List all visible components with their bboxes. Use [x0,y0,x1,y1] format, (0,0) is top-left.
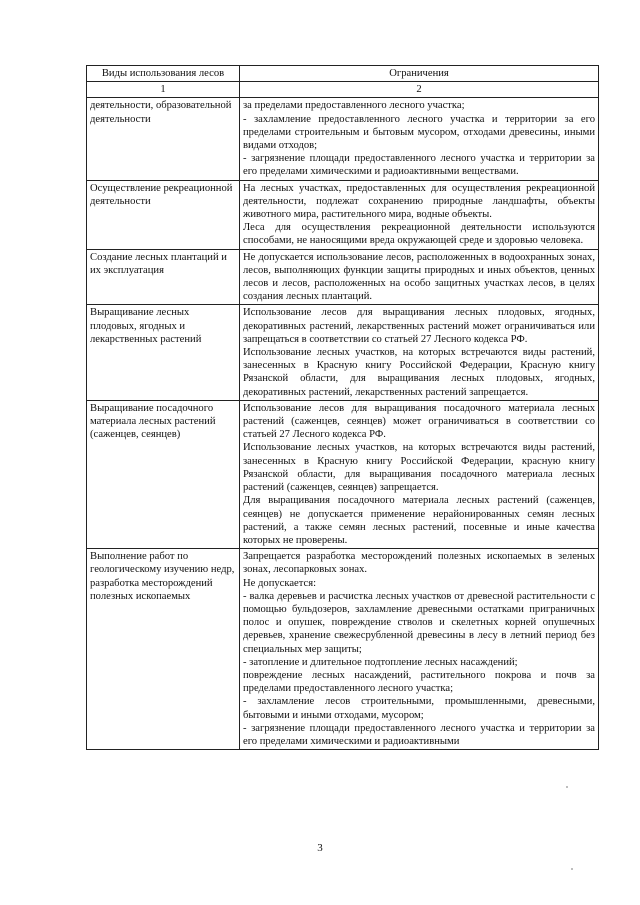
restriction-paragraph: Использование лесных участков, на которых встречаются виды растений, занесенных в Красную книгу Российской Федерации, красную книгу Рязанской области, для выращивания посадочного материала лесных растений (саженцев, сеянцев) запрещается. [243,442,595,494]
restriction-paragraph: за пределами предоставленного лесного участка; [243,100,465,112]
table-row [87,98,599,180]
restriction-paragraph: Использование лесов для выращивания лесных плодовых, ягодных, декоративных растений, лекарственных растений может ограничиваться или запрещаться в соответствии со статьей 27 Лесного кодекса РФ. [243,307,595,345]
header-forest-use-types: Виды использования лесов [87,66,240,82]
restrictions-cell [240,98,599,180]
scan-artifact [571,868,573,870]
restriction-paragraph: Для выращивания посадочного материала лесных растений (саженцев, сеянцев) не допускается применение нерайонированных семян лесных растений, а также семян лесных растений, посевные и иные качества которых не проверены. [243,495,595,546]
column-number-2: 2 [240,82,599,98]
table-row [87,249,599,305]
restriction-paragraph: - загрязнение площади предоставленного лесного участка и территории за его пределами химическими и радиоактивными [243,722,595,747]
restriction-paragraph: Не допускается: [243,577,317,589]
table-header-row [87,66,599,82]
restriction-paragraph: Запрещается разработка месторождений полезных ископаемых в зеленых зонах, лесопарковых зонах. [243,551,595,576]
restriction-paragraph: Использование лесных участков, на которых встречаются виды растений, занесенных в Красную книгу Российской Федерации, Красную книгу Рязанской области, для выращивания лесных плодовых, ягодных, декоративных растений, лекарственных растений запрещается. [243,347,595,398]
restriction-paragraph: - загрязнение площади предоставленного лесного участка и территории за его пределами химическими и радиоактивными веществами. [243,153,595,178]
page-number: 3 [317,842,323,854]
restriction-paragraph: повреждение лесных насаждений, растительного покрова и почв за пределами предоставленного лесного участка; [243,669,595,695]
forest-use-type-cell: Создание лесных плантаций и их эксплуатация [87,249,240,305]
table-row [87,400,599,548]
scan-artifact [566,786,568,788]
restriction-paragraph: - затопление и длительное подтопление лесных насаждений; [243,656,518,668]
restrictions-cell [240,305,599,400]
restriction-paragraph: - валка деревьев и расчистка лесных участков от древесной растительности с помощью бульдозеров, захламление древесными остатками приграничных полос и опушек, повреждение стволов и скелетных корней опушечных деревьев, хранение свежесрубленной древесины в лесу в летний период без специальных мер защиты; [243,590,595,655]
forest-use-type-cell: Выращивание посадочного материала лесных растений (саженцев, сеянцев) [87,400,240,548]
restrictions-table [86,65,599,750]
table-row [87,180,599,249]
column-number-1: 1 [87,82,240,98]
restriction-paragraph: Не допускается использование лесов, расположенных в водоохранных зонах, лесов, выполняющих функции защиты природных и иных объектов, ценных лесов и лесов, расположенных на особо защитных участках лесов, в целях создания лесных плантаций. [243,251,595,303]
table-row [87,549,599,750]
restrictions-cell [240,549,599,750]
forest-use-type-cell: Выращивание лесных плодовых, ягодных и лекарственных растений [87,305,240,400]
restriction-paragraph: - захламление лесов строительными, промышленными, древесными, бытовыми и иными отходами, мусором; [243,696,595,721]
restriction-paragraph: Использование лесов для выращивания посадочного материала лесных растений (саженцев, сеянцев) может ограничиваться в соответствии со статьей 27 Лесного кодекса РФ. [243,402,595,441]
restriction-paragraph: Леса для осуществления рекреационной деятельности используются способами, не наносящими вреда окружающей среде и здоровью человека. [243,222,595,247]
table-row [87,305,599,400]
column-number-row [87,82,599,98]
forest-use-type-cell: Выполнение работ по геологическому изучению недр, разработка месторождений полезных ископаемых [87,549,240,750]
restrictions-cell [240,249,599,305]
restrictions-cell [240,180,599,249]
restriction-paragraph: На лесных участках, предоставленных для осуществления рекреационной деятельности, подлежат сохранению природные ландшафты, объекты животного мира, растительного мира, водные объекты. [243,182,595,221]
header-restrictions: Ограничения [240,66,599,82]
restrictions-cell [240,400,599,548]
forest-use-type-cell: Осуществление рекреационной деятельности [87,180,240,249]
forest-use-type-cell: деятельности, образовательной деятельности [87,98,240,180]
restriction-paragraph: - захламление предоставленного лесного участка и территории за его пределами строительным и бытовым мусором, отходами древесины, иными видами отходов; [243,113,595,152]
